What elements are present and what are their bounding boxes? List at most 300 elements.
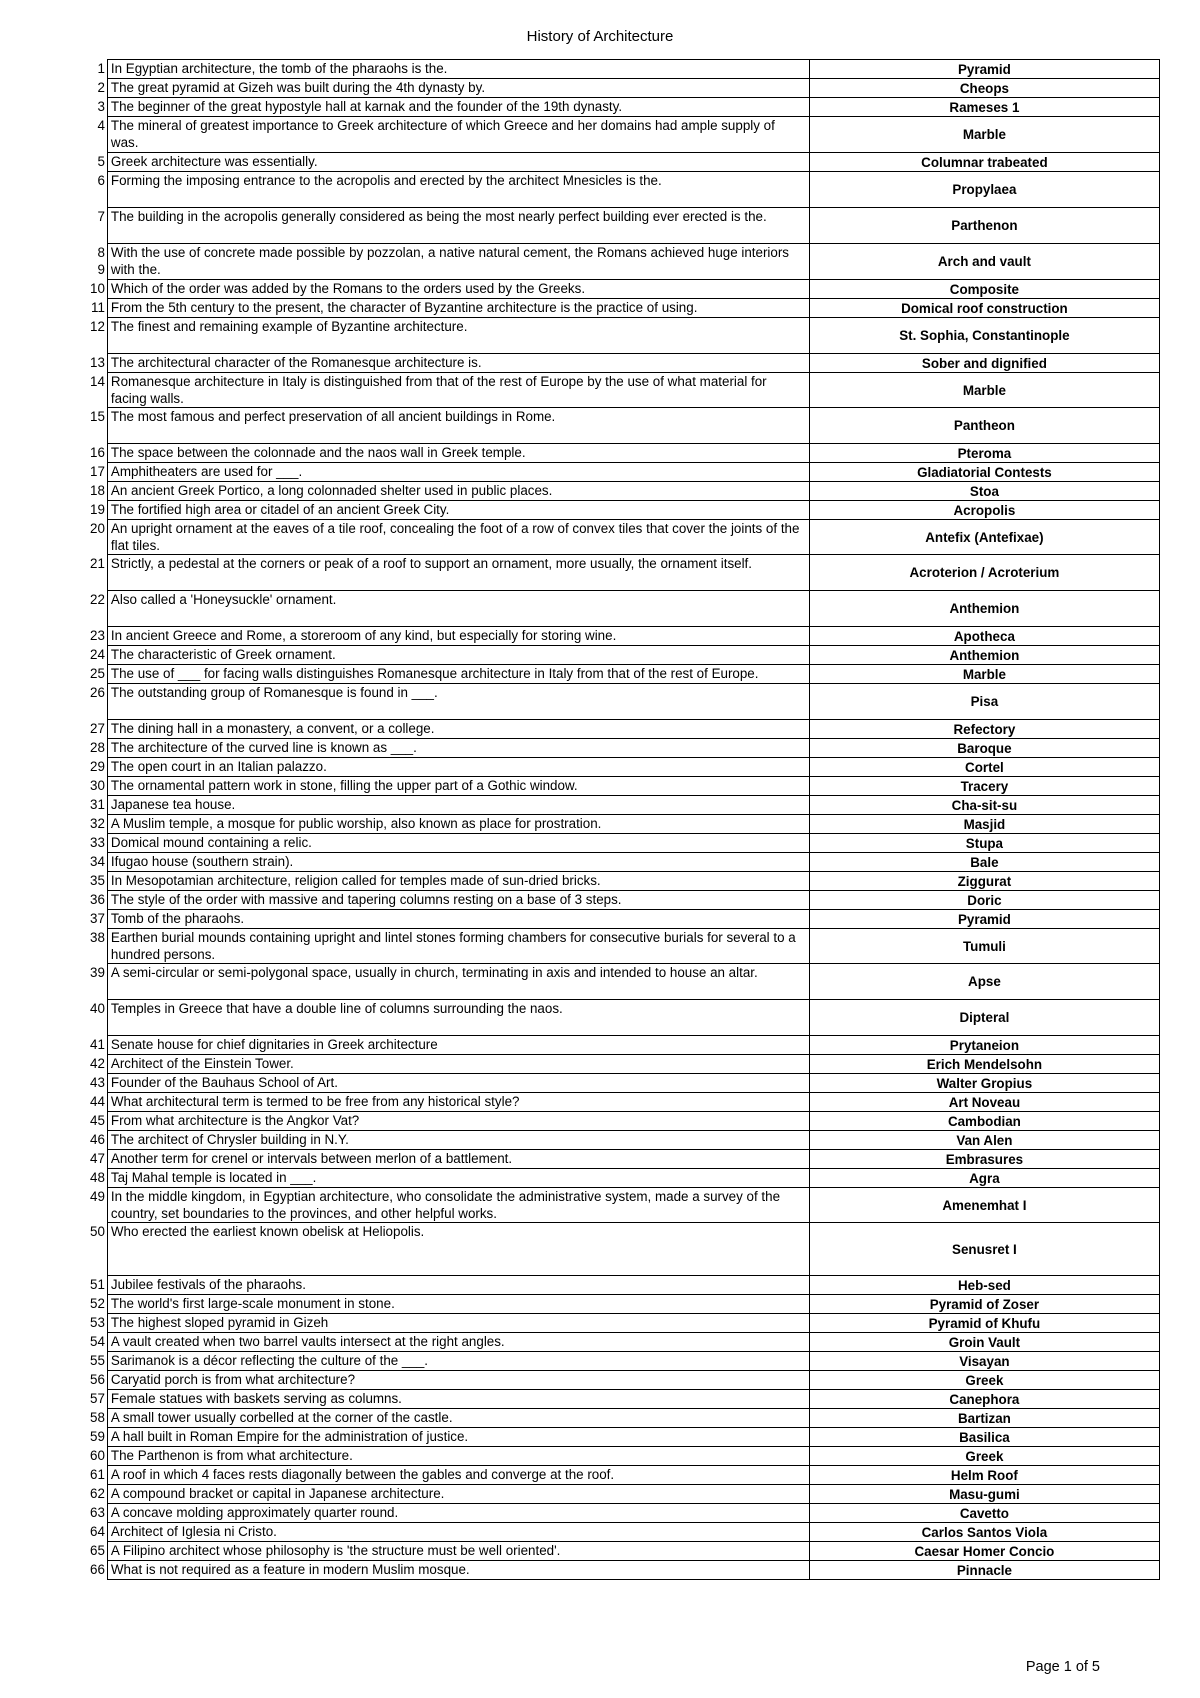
table-row (90, 208, 1159, 244)
row-number-value: 18 (90, 482, 105, 498)
row-number-value: 13 (90, 354, 105, 370)
answer-cell: Tumuli (809, 929, 1159, 964)
row-number (90, 891, 107, 910)
table-row (90, 1447, 1159, 1466)
answer-cell: Marble (809, 117, 1159, 153)
table-row (90, 172, 1159, 208)
page-footer: Page 1 of 5 (1025, 1659, 1100, 1675)
answer-cell: Stoa (809, 482, 1159, 501)
question-cell: The finest and remaining example of Byzantine architecture. (107, 318, 809, 354)
question-cell: What is not required as a feature in modern Muslim mosque. (107, 1561, 809, 1580)
answer-cell: Acropolis (809, 501, 1159, 520)
question-cell: A concave molding approximately quarter round. (107, 1504, 809, 1523)
row-number-value: 43 (90, 1074, 105, 1090)
row-number (90, 208, 107, 244)
answer-cell: Sober and dignified (809, 354, 1159, 373)
answer-cell: Antefix (Antefixae) (809, 520, 1159, 555)
answer-cell: Acroterion / Acroterium (809, 555, 1159, 591)
row-number-value: 19 (90, 501, 105, 517)
question-cell: Temples in Greece that have a double line of columns surrounding the naos. (107, 1000, 809, 1036)
table-row (90, 1074, 1159, 1093)
row-number-value: 46 (90, 1131, 105, 1147)
row-number-value: 65 (90, 1542, 105, 1558)
question-cell: Caryatid porch is from what architecture? (107, 1371, 809, 1390)
table-row (90, 1000, 1159, 1036)
row-number-value: 50 (90, 1223, 105, 1239)
row-number-value: 45 (90, 1112, 105, 1128)
table-row (90, 444, 1159, 463)
row-number (90, 591, 107, 627)
answer-cell: Rameses 1 (809, 98, 1159, 117)
row-number (90, 684, 107, 720)
row-number (90, 720, 107, 739)
table-row (90, 796, 1159, 815)
table-row (90, 1150, 1159, 1169)
table-row (90, 872, 1159, 891)
row-number (90, 627, 107, 646)
row-number (90, 408, 107, 444)
row-number (90, 1093, 107, 1112)
question-cell: An upright ornament at the eaves of a tile roof, concealing the foot of a row of convex tiles that cover the joints of the flat tiles. (107, 520, 809, 555)
row-number-value: 6 (97, 172, 105, 188)
row-number (90, 244, 107, 280)
table-row (90, 834, 1159, 853)
row-number-value: 20 (90, 520, 105, 536)
answer-cell: Art Noveau (809, 1093, 1159, 1112)
row-number (90, 354, 107, 373)
answer-cell: Masjid (809, 815, 1159, 834)
question-cell: From the 5th century to the present, the character of Byzantine architecture is the practice of using. (107, 299, 809, 318)
question-cell: What architectural term is termed to be free from any historical style? (107, 1093, 809, 1112)
table-row (90, 964, 1159, 1000)
table-row (90, 1055, 1159, 1074)
table-row (90, 853, 1159, 872)
row-number (90, 555, 107, 591)
answer-cell: Bale (809, 853, 1159, 872)
table-row (90, 501, 1159, 520)
question-cell: Founder of the Bauhaus School of Art. (107, 1074, 809, 1093)
question-cell: With the use of concrete made possible by pozzolan, a native natural cement, the Romans achieved huge interiors with the. (107, 244, 809, 280)
answer-cell: Tracery (809, 777, 1159, 796)
answer-cell: Groin Vault (809, 1333, 1159, 1352)
row-number (90, 1055, 107, 1074)
row-number-value: 32 (90, 815, 105, 831)
table-row (90, 1314, 1159, 1333)
row-number (90, 1561, 107, 1580)
table-row (90, 758, 1159, 777)
row-number-value: 36 (90, 891, 105, 907)
question-cell: Tomb of the pharaohs. (107, 910, 809, 929)
table-row (90, 1352, 1159, 1371)
row-number-value: 63 (90, 1504, 105, 1520)
answer-cell: Anthemion (809, 646, 1159, 665)
question-cell: Architect of Iglesia ni Cristo. (107, 1523, 809, 1542)
row-number-value: 30 (90, 777, 105, 793)
answer-cell: Van Alen (809, 1131, 1159, 1150)
table-row (90, 1276, 1159, 1295)
answer-cell: Pyramid of Khufu (809, 1314, 1159, 1333)
row-number (90, 1390, 107, 1409)
row-number (90, 482, 107, 501)
qa-table (90, 59, 1160, 1580)
question-cell: The fortified high area or citadel of an ancient Greek City. (107, 501, 809, 520)
table-row (90, 373, 1159, 408)
row-number (90, 929, 107, 964)
question-cell: The mineral of greatest importance to Greek architecture of which Greece and her domains had ample supply of was. (107, 117, 809, 153)
answer-cell: Carlos Santos Viola (809, 1523, 1159, 1542)
question-cell: Strictly, a pedestal at the corners or peak of a roof to support an ornament, more usually, the ornament itself. (107, 555, 809, 591)
row-number (90, 1276, 107, 1295)
question-cell: A Filipino architect whose philosophy is 'the structure must be well oriented'. (107, 1542, 809, 1561)
answer-cell: Propylaea (809, 172, 1159, 208)
table-row (90, 555, 1159, 591)
question-cell: Taj Mahal temple is located in ___. (107, 1169, 809, 1188)
row-number-value: 55 (90, 1352, 105, 1368)
table-row (90, 1223, 1159, 1276)
row-number-value: 10 (90, 280, 105, 296)
row-number (90, 1523, 107, 1542)
row-number-value: 37 (90, 910, 105, 926)
table-row (90, 318, 1159, 354)
question-cell: The ornamental pattern work in stone, filling the upper part of a Gothic window. (107, 777, 809, 796)
question-cell: The characteristic of Greek ornament. (107, 646, 809, 665)
question-cell: A small tower usually corbelled at the corner of the castle. (107, 1409, 809, 1428)
question-cell: The outstanding group of Romanesque is found in ___. (107, 684, 809, 720)
table-row (90, 739, 1159, 758)
answer-cell: Amenemhat I (809, 1188, 1159, 1223)
row-number-value: 2 (97, 79, 105, 95)
question-cell: A vault created when two barrel vaults intersect at the right angles. (107, 1333, 809, 1352)
table-row (90, 117, 1159, 153)
answer-cell: Erich Mendelsohn (809, 1055, 1159, 1074)
row-number-value: 25 (90, 665, 105, 681)
table-row (90, 910, 1159, 929)
row-number-value: 66 (90, 1561, 105, 1577)
row-number-value: 23 (90, 627, 105, 643)
table-row (90, 280, 1159, 299)
row-number (90, 758, 107, 777)
table-row (90, 1371, 1159, 1390)
question-cell: Ifugao house (southern strain). (107, 853, 809, 872)
row-number-value: 62 (90, 1485, 105, 1501)
answer-cell: Visayan (809, 1352, 1159, 1371)
question-cell: Romanesque architecture in Italy is distinguished from that of the rest of Europe by the use of what material for facing walls. (107, 373, 809, 408)
row-number (90, 796, 107, 815)
row-number (90, 79, 107, 98)
row-number (90, 815, 107, 834)
row-number-value: 5 (97, 153, 105, 169)
answer-cell: Ziggurat (809, 872, 1159, 891)
row-number-value: 31 (90, 796, 105, 812)
row-number (90, 1036, 107, 1055)
question-cell: Also called a 'Honeysuckle' ornament. (107, 591, 809, 627)
answer-cell: Columnar trabeated (809, 153, 1159, 172)
question-cell: The building in the acropolis generally considered as being the most nearly perfect building ever erected is the. (107, 208, 809, 244)
row-number (90, 1150, 107, 1169)
table-row (90, 79, 1159, 98)
question-cell: Amphitheaters are used for ___. (107, 463, 809, 482)
table-row (90, 1390, 1159, 1409)
row-number-value: 9 (97, 261, 105, 277)
row-number-value: 57 (90, 1390, 105, 1406)
question-cell: Female statues with baskets serving as columns. (107, 1390, 809, 1409)
table-row (90, 60, 1159, 79)
row-number-value: 28 (90, 739, 105, 755)
answer-cell: Masu-gumi (809, 1485, 1159, 1504)
row-number-value: 12 (90, 318, 105, 334)
question-cell: The great pyramid at Gizeh was built during the 4th dynasty by. (107, 79, 809, 98)
answer-cell: Embrasures (809, 1150, 1159, 1169)
question-cell: The open court in an Italian palazzo. (107, 758, 809, 777)
answer-cell: Pisa (809, 684, 1159, 720)
row-number (90, 1074, 107, 1093)
row-number (90, 463, 107, 482)
answer-cell: Apse (809, 964, 1159, 1000)
row-number (90, 172, 107, 208)
question-cell: The Parthenon is from what architecture. (107, 1447, 809, 1466)
table-row (90, 1561, 1159, 1580)
answer-cell: Parthenon (809, 208, 1159, 244)
table-row (90, 1112, 1159, 1131)
row-number (90, 1485, 107, 1504)
row-number (90, 1409, 107, 1428)
answer-cell: Cheops (809, 79, 1159, 98)
row-number-value: 3 (97, 98, 105, 114)
question-cell: In the middle kingdom, in Egyptian architecture, who consolidate the administrative system, made a survey of the country, set boundaries to the provinces, and other helpful works. (107, 1188, 809, 1223)
question-cell: A compound bracket or capital in Japanese architecture. (107, 1485, 809, 1504)
question-cell: Which of the order was added by the Romans to the orders used by the Greeks. (107, 280, 809, 299)
answer-cell: Gladiatorial Contests (809, 463, 1159, 482)
answer-cell: Heb-sed (809, 1276, 1159, 1295)
row-number (90, 739, 107, 758)
answer-cell: Pantheon (809, 408, 1159, 444)
row-number-value: 27 (90, 720, 105, 736)
question-cell: A roof in which 4 faces rests diagonally between the gables and converge at the roof. (107, 1466, 809, 1485)
answer-cell: Senusret I (809, 1223, 1159, 1276)
table-row (90, 1295, 1159, 1314)
row-number (90, 665, 107, 684)
question-cell: In Egyptian architecture, the tomb of the pharaohs is the. (107, 60, 809, 79)
answer-cell: Bartizan (809, 1409, 1159, 1428)
row-number (90, 1352, 107, 1371)
row-number-value: 4 (97, 117, 105, 133)
table-row (90, 1169, 1159, 1188)
table-row (90, 463, 1159, 482)
row-number (90, 280, 107, 299)
question-cell: Earthen burial mounds containing upright and lintel stones forming chambers for consecutive burials for several to a hundred persons. (107, 929, 809, 964)
row-number (90, 1371, 107, 1390)
question-cell: Sarimanok is a décor reflecting the culture of the ___. (107, 1352, 809, 1371)
table-row (90, 1466, 1159, 1485)
row-number (90, 1000, 107, 1036)
answer-cell: Pyramid (809, 910, 1159, 929)
question-cell: Architect of the Einstein Tower. (107, 1055, 809, 1074)
table-row (90, 98, 1159, 117)
row-number-value: 41 (90, 1036, 105, 1052)
row-number (90, 1542, 107, 1561)
question-cell: Greek architecture was essentially. (107, 153, 809, 172)
row-number (90, 318, 107, 354)
answer-cell: St. Sophia, Constantinople (809, 318, 1159, 354)
question-cell: Who erected the earliest known obelisk at Heliopolis. (107, 1223, 809, 1276)
row-number-value: 39 (90, 964, 105, 980)
row-number (90, 1169, 107, 1188)
question-cell: From what architecture is the Angkor Vat? (107, 1112, 809, 1131)
row-number (90, 834, 107, 853)
table-row (90, 1409, 1159, 1428)
answer-cell: Agra (809, 1169, 1159, 1188)
document-title: History of Architecture (526, 28, 674, 45)
answer-cell: Stupa (809, 834, 1159, 853)
row-number (90, 299, 107, 318)
row-number (90, 646, 107, 665)
answer-cell: Helm Roof (809, 1466, 1159, 1485)
answer-cell: Baroque (809, 739, 1159, 758)
answer-cell: Prytaneion (809, 1036, 1159, 1055)
table-row (90, 1333, 1159, 1352)
answer-cell: Marble (809, 665, 1159, 684)
row-number (90, 117, 107, 153)
row-number (90, 1131, 107, 1150)
question-cell: Japanese tea house. (107, 796, 809, 815)
table-row (90, 1485, 1159, 1504)
row-number-value: 34 (90, 853, 105, 869)
row-number-value: 59 (90, 1428, 105, 1444)
question-cell: In ancient Greece and Rome, a storeroom of any kind, but especially for storing wine. (107, 627, 809, 646)
table-row (90, 1188, 1159, 1223)
row-number (90, 373, 107, 408)
table-row (90, 591, 1159, 627)
question-cell: The architectural character of the Romanesque architecture is. (107, 354, 809, 373)
table-row (90, 244, 1159, 280)
qa-table-body (90, 60, 1159, 1580)
question-cell: An ancient Greek Portico, a long colonnaded shelter used in public places. (107, 482, 809, 501)
table-row (90, 891, 1159, 910)
answer-cell: Anthemion (809, 591, 1159, 627)
row-number-value: 52 (90, 1295, 105, 1311)
row-number (90, 910, 107, 929)
question-cell: Senate house for chief dignitaries in Greek architecture (107, 1036, 809, 1055)
row-number (90, 1447, 107, 1466)
table-row (90, 408, 1159, 444)
row-number-value: 33 (90, 834, 105, 850)
row-number (90, 777, 107, 796)
question-cell: A Muslim temple, a mosque for public worship, also known as place for prostration. (107, 815, 809, 834)
row-number-value: 64 (90, 1523, 105, 1539)
answer-cell: Composite (809, 280, 1159, 299)
answer-cell: Cavetto (809, 1504, 1159, 1523)
answer-cell: Arch and vault (809, 244, 1159, 280)
row-number-value: 24 (90, 646, 105, 662)
row-number (90, 60, 107, 79)
question-cell: In Mesopotamian architecture, religion called for temples made of sun-dried bricks. (107, 872, 809, 891)
question-cell: The world's first large-scale monument in stone. (107, 1295, 809, 1314)
row-number (90, 1314, 107, 1333)
row-number (90, 872, 107, 891)
row-number-value: 15 (90, 408, 105, 424)
question-cell: The beginner of the great hypostyle hall at karnak and the founder of the 19th dynasty. (107, 98, 809, 117)
row-number-value: 61 (90, 1466, 105, 1482)
row-number (90, 1428, 107, 1447)
row-number-value: 22 (90, 591, 105, 607)
table-row (90, 1036, 1159, 1055)
answer-cell: Caesar Homer Concio (809, 1542, 1159, 1561)
table-row (90, 646, 1159, 665)
row-number (90, 153, 107, 172)
row-number-value: 47 (90, 1150, 105, 1166)
table-row (90, 627, 1159, 646)
row-number-value: 58 (90, 1409, 105, 1425)
row-number-value: 7 (97, 208, 105, 224)
row-number-value: 54 (90, 1333, 105, 1349)
answer-cell: Cambodian (809, 1112, 1159, 1131)
question-cell: Domical mound containing a relic. (107, 834, 809, 853)
table-row (90, 1093, 1159, 1112)
row-number-value: 11 (91, 299, 105, 315)
answer-cell: Canephora (809, 1390, 1159, 1409)
row-number (90, 964, 107, 1000)
row-number (90, 444, 107, 463)
table-row (90, 777, 1159, 796)
answer-cell: Pyramid of Zoser (809, 1295, 1159, 1314)
table-row (90, 1131, 1159, 1150)
answer-cell: Marble (809, 373, 1159, 408)
table-row (90, 929, 1159, 964)
row-number-value: 21 (90, 555, 105, 571)
table-row (90, 354, 1159, 373)
row-number (90, 1223, 107, 1276)
answer-cell: Greek (809, 1447, 1159, 1466)
row-number-value: 56 (90, 1371, 105, 1387)
answer-cell: Pyramid (809, 60, 1159, 79)
row-number (90, 1504, 107, 1523)
answer-cell: Pinnacle (809, 1561, 1159, 1580)
table-row (90, 1504, 1159, 1523)
row-number-value: 49 (90, 1188, 105, 1204)
question-cell: The architect of Chrysler building in N.Y. (107, 1131, 809, 1150)
question-cell: The dining hall in a monastery, a convent, or a college. (107, 720, 809, 739)
answer-cell: Basilica (809, 1428, 1159, 1447)
row-number-value: 40 (90, 1000, 105, 1016)
answer-cell: Doric (809, 891, 1159, 910)
row-number-value: 26 (90, 684, 105, 700)
table-row (90, 684, 1159, 720)
row-number-value: 44 (90, 1093, 105, 1109)
question-cell: The architecture of the curved line is known as ___. (107, 739, 809, 758)
row-number (90, 1112, 107, 1131)
question-cell: A semi-circular or semi-polygonal space, usually in church, terminating in axis and intended to house an altar. (107, 964, 809, 1000)
question-cell: The highest sloped pyramid in Gizeh (107, 1314, 809, 1333)
answer-cell: Pteroma (809, 444, 1159, 463)
row-number-value: 8 (97, 244, 105, 260)
row-number-value: 35 (90, 872, 105, 888)
question-cell: The space between the colonnade and the naos wall in Greek temple. (107, 444, 809, 463)
row-number-value: 38 (90, 929, 105, 945)
table-row (90, 299, 1159, 318)
row-number (90, 1466, 107, 1485)
row-number (90, 853, 107, 872)
row-number-value: 48 (90, 1169, 105, 1185)
table-row (90, 482, 1159, 501)
question-cell: Jubilee festivals of the pharaohs. (107, 1276, 809, 1295)
table-row (90, 520, 1159, 555)
question-cell: Another term for crenel or intervals between merlon of a battlement. (107, 1150, 809, 1169)
row-number-value: 51 (90, 1276, 105, 1292)
question-cell: A hall built in Roman Empire for the administration of justice. (107, 1428, 809, 1447)
table-row (90, 1523, 1159, 1542)
answer-cell: Domical roof construction (809, 299, 1159, 318)
answer-cell: Cha-sit-su (809, 796, 1159, 815)
